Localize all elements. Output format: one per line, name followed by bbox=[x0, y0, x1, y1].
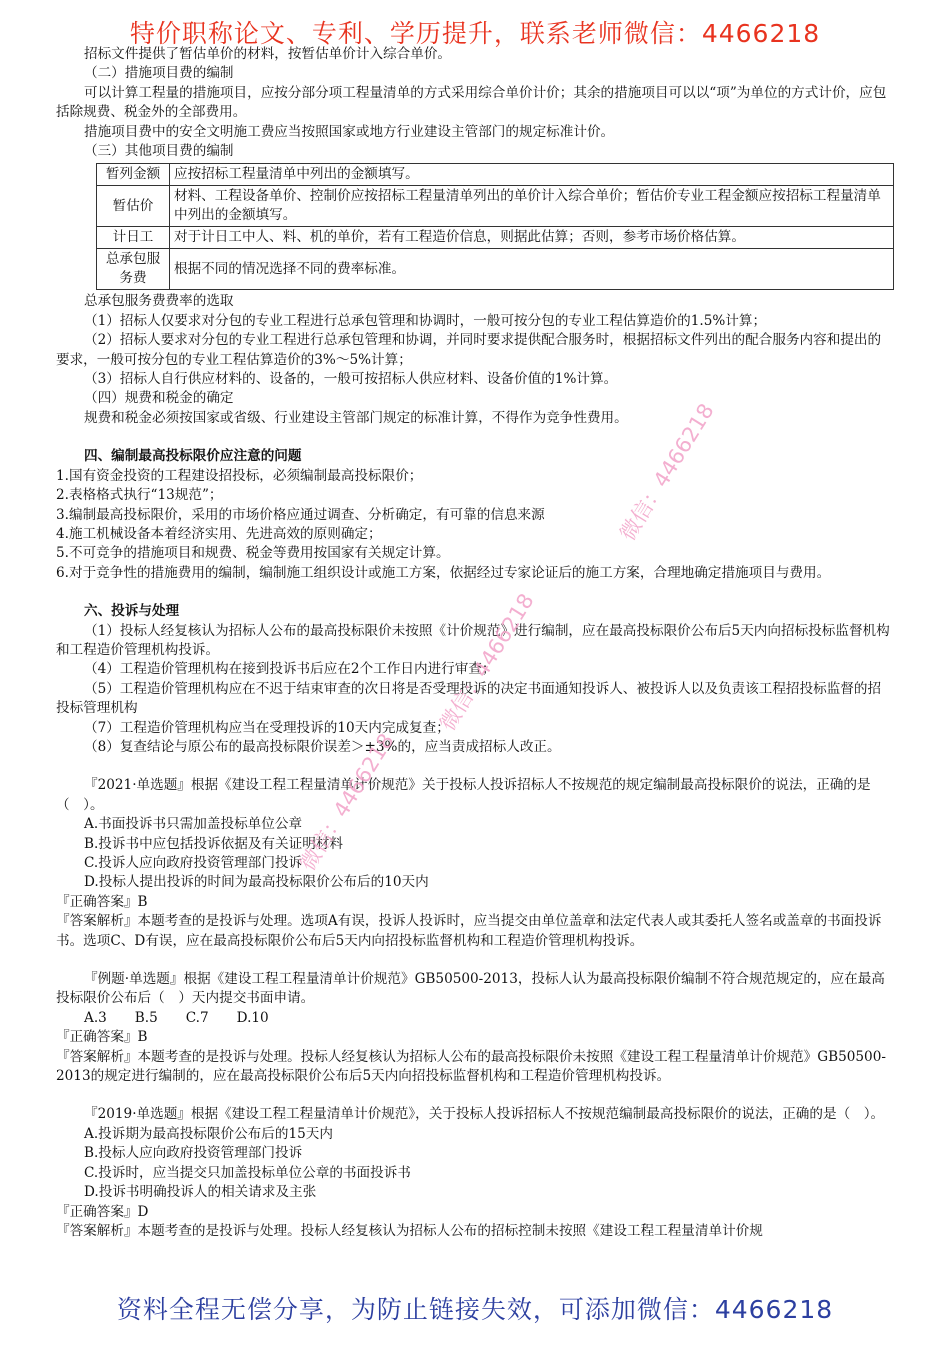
subheading-measures: （二）措施项目费的编制 bbox=[84, 65, 234, 82]
question-stem: 『2019·单选题』根据《建设工程工程量清单计价规范》，关于投标人投诉招标人不按规范编制最高投标限价的说法，正确的是（ ）。 bbox=[84, 1106, 885, 1123]
list-item: （5）工程造价管理机构应在不迟于结束审查的次日将是否受理投诉的决定书面通知投诉人、被投诉人以及负责该工程招投标监督的招投标管理机构 bbox=[56, 680, 882, 717]
question-option: D.10 bbox=[236, 1009, 269, 1026]
question-option: C.投诉时，应当提交只加盖投标单位公章的书面投诉书 bbox=[84, 1164, 411, 1181]
table-value: 材料、工程设备单价、控制价应按招标工程量清单列出的单价计入综合单价；暂估价专业工程金额应按招标工程量清单中列出的金额填写。 bbox=[170, 186, 894, 227]
table-value: 根据不同的情况选择不同的费率标准。 bbox=[170, 249, 894, 290]
paragraph: 招标文件提供了暂估单价的材料，按暂估单价计入综合单价。 bbox=[84, 46, 452, 62]
list-item: 1.国有资金投资的工程建设招投标，必须编制最高投标限价； bbox=[56, 467, 423, 484]
list-item: （8）复查结论与原公布的最高投标限价误差＞±3%的，应当责成招标人改正。 bbox=[84, 738, 561, 755]
section-heading: 四、编制最高投标限价应注意的问题 bbox=[84, 448, 302, 465]
watermark: 微信：4466218 bbox=[435, 589, 539, 735]
question-stem: 『例题·单选题』根据《建设工程工程量清单计价规范》GB50500-2013，投标人认为最高投标限价编制不符合规范规定的，应在最高投标限价公布后（ ）天内提交书面申请。 bbox=[56, 971, 885, 1007]
question-options-row bbox=[56, 1009, 894, 1028]
question-option: B.投标人应向政府投资管理部门投诉 bbox=[84, 1145, 303, 1162]
section-heading: 六、投诉与处理 bbox=[84, 603, 180, 620]
correct-answer: 『正确答案』B bbox=[56, 1029, 148, 1046]
table-row bbox=[97, 164, 894, 186]
subheading-other-items: （三）其他项目费的编制 bbox=[84, 143, 234, 160]
question-stem: 『2021·单选题』根据《建设工程工程量清单计价规范》关于投标人投诉招标人不按规范的规定编制最高投标限价的说法，正确的是（ ）。 bbox=[56, 777, 871, 813]
question-option: D.投标人提出投诉的时间为最高投标限价公布后的10天内 bbox=[84, 874, 429, 891]
list-item: 4.施工机械设备本着经济实用、先进高效的原则确定； bbox=[56, 525, 382, 542]
table-value: 对于计日工中人、料、机的单价，若有工程造价信息，则据此估算；否则，参考市场价格估算。 bbox=[170, 227, 894, 249]
list-item: 3.编制最高投标限价，采用的市场价格应通过调查、分析确定，有可靠的信息来源 bbox=[56, 506, 545, 523]
list-item: （1）投标人经复核认为招标人公布的最高投标限价未按照《计价规范》进行编制，应在最高投标限价公布后5天内向招标投标监督机构和工程造价管理机构投诉。 bbox=[56, 622, 890, 658]
answer-analysis: 『答案解析』本题考查的是投诉与处理。投标人经复核认为招标人公布的最高投标限价未按照《建设工程工程量清单计价规范》GB50500-2013的规定进行编制的，应在最高投标限价公布后5天内向招投标监督机构和工程造价管理机构投诉。 bbox=[56, 1048, 886, 1085]
list-item: 6.对于竞争性的措施费用的编制，编制施工组织设计或施工方案，依据经过专家论证后的施工方案，合理地确定措施项目与费用。 bbox=[56, 564, 831, 581]
watermark: 微信：4466218 bbox=[295, 729, 399, 875]
question-option: C.投诉人应向政府投资管理部门投诉 bbox=[84, 855, 303, 871]
answer-analysis: 『答案解析』本题考查的是投诉与处理。投标人经复核认为招标人公布的招标控制未按照《建设工程工程量清单计价规 bbox=[56, 1222, 763, 1239]
question-option: B.投诉书中应包括投诉依据及有关证明材料 bbox=[84, 835, 343, 852]
table-key: 暂列金额 bbox=[97, 164, 170, 186]
table-key: 计日工 bbox=[97, 227, 170, 249]
subheading-fees-taxes: （四）规费和税金的确定 bbox=[84, 390, 234, 407]
list-item: （1）招标人仅要求对分包的专业工程进行总承包管理和协调时，一般可按分包的专业工程估算造价的1.5%计算； bbox=[84, 312, 767, 329]
other-items-table bbox=[96, 163, 894, 290]
correct-answer: 『正确答案』D bbox=[56, 1203, 149, 1220]
question-option: A.投诉期为最高投标限价公布后的15天内 bbox=[84, 1125, 333, 1142]
list-item: （4）工程造价管理机构在接到投诉书后应在2个工作日内进行审查； bbox=[84, 661, 496, 678]
question-option: B.5 bbox=[134, 1009, 158, 1026]
watermark: 微信：4466218 bbox=[615, 399, 719, 545]
table-key: 暂估价 bbox=[97, 186, 170, 227]
list-item: （3）招标人自行供应材料的、设备的，一般可按招标人供应材料、设备价值的1%计算。 bbox=[84, 371, 618, 388]
answer-analysis: 『答案解析』本题考查的是投诉与处理。选项A有误，投诉人投诉时，应当提交由单位盖章和法定代表人或其委托人签名或盖章的书面投诉书。选项C、D有误，应在最高投标限价公布后5天内向招投标监督机构和工程造价管理机构投诉。 bbox=[56, 913, 882, 949]
paragraph: 可以计算工程量的措施项目，应按分部分项工程量清单的方式采用综合单价计价；其余的措施项目可以以“项”为单位的方式计价，应包括除规费、税金外的全部费用。 bbox=[56, 84, 887, 121]
question-option: A.3 bbox=[84, 1009, 107, 1026]
list-item: （2）招标人要求对分包的专业工程进行总承包管理和协调，并同时要求提供配合服务时，根据招标文件列出的配合服务内容和提出的要求，一般可按分包的专业工程估算造价的3%～5%计算； bbox=[56, 332, 882, 368]
question-option: A.书面投诉书只需加盖投标单位公章 bbox=[84, 816, 303, 833]
table-row bbox=[97, 249, 894, 290]
correct-answer: 『正确答案』B bbox=[56, 893, 148, 910]
table-value: 应按招标工程量清单中列出的金额填写。 bbox=[170, 164, 894, 186]
bottom-banner: 资料全程无偿分享，为防止链接失效，可添加微信：4466218 bbox=[116, 1295, 834, 1324]
list-item: 5.不可竞争的措施项目和规费、税金等费用按国家有关规定计算。 bbox=[56, 545, 450, 562]
list-item: （7）工程造价管理机构应当在受理投诉的10天内完成复查； bbox=[84, 719, 450, 736]
top-banner: 特价职称论文、专利、学历提升，联系老师微信：4466218 bbox=[129, 19, 821, 48]
paragraph: 总承包服务费费率的选取 bbox=[84, 293, 234, 310]
table-row bbox=[97, 227, 894, 249]
question-option: D.投诉书明确投诉人的相关请求及主张 bbox=[84, 1184, 317, 1201]
table-row bbox=[97, 186, 894, 227]
document-body bbox=[56, 45, 894, 1241]
table-key: 总承包服务费 bbox=[97, 249, 170, 290]
list-item: 2.表格格式执行“13规范”； bbox=[56, 487, 223, 504]
question-option: C.7 bbox=[185, 1009, 209, 1026]
paragraph: 规费和税金必须按国家或省级、行业建设主管部门规定的标准计算，不得作为竞争性费用。 bbox=[84, 409, 628, 426]
paragraph: 措施项目费中的安全文明施工费应当按照国家或地方行业建设主管部门的规定标准计价。 bbox=[84, 123, 615, 140]
